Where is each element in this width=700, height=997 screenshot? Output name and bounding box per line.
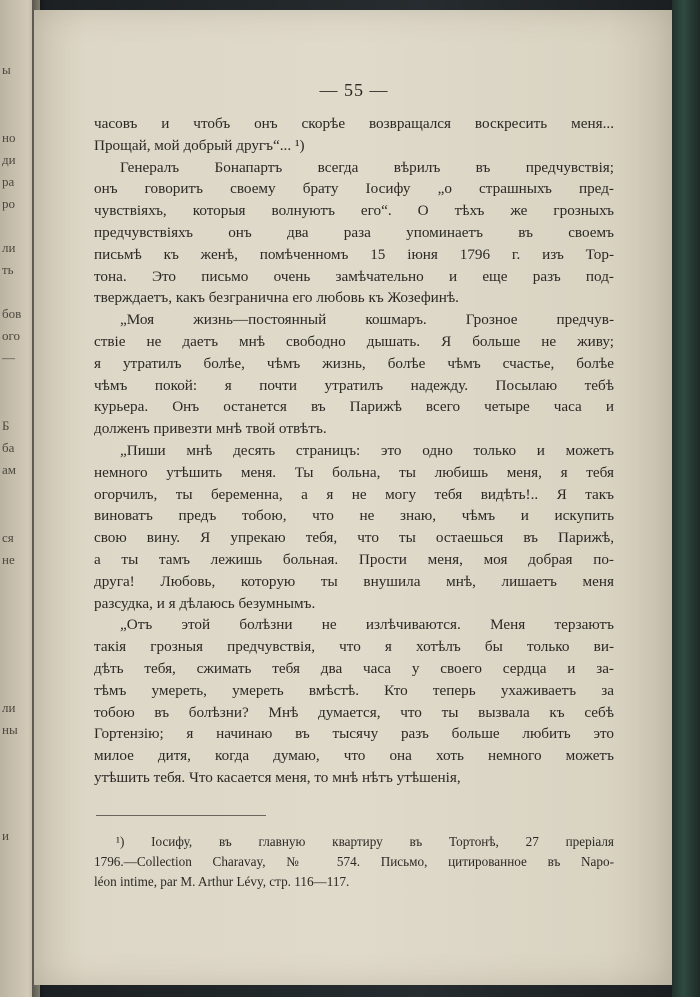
- prev-page-fragment: ого: [2, 328, 21, 343]
- text-line: чѣмъ покой: я почти утратилъ надежду. Посылаю тебѣ: [94, 376, 614, 394]
- page-text: [94, 80, 614, 892]
- text-line: письмѣ къ женѣ, помѣченномъ 15 іюня 1796 г. изъ Тор-: [94, 245, 614, 263]
- text-line: друга! Любовь, которую ты внушила мнѣ, лишаетъ меня: [94, 572, 614, 590]
- text-line: „Отъ этой болѣзни не излѣчиваются. Меня терзаютъ: [120, 616, 614, 634]
- text-line: немного утѣшить меня. Ты больна, ты любишь меня, я тебя: [94, 463, 614, 481]
- footnote-line: 1796.—Collection Charavay, № 574. Письмо, цитированное въ Napo-: [94, 853, 614, 869]
- book-page: [34, 10, 672, 985]
- text-line: курьера. Онъ останется въ Парижѣ всего четыре часа и: [94, 398, 614, 416]
- text-line: огорчилъ, ты беременна, а я не могу тебя видѣть!.. Я такъ: [94, 485, 614, 503]
- prev-page-fragment: ли: [2, 700, 16, 715]
- text-line: утѣшить тебя. Что касается меня, то мнѣ нѣтъ утѣшенія,: [94, 768, 461, 786]
- footnote-line: ¹) Іосифу, въ главную квартиру въ Тортонѣ, 27 преріаля: [116, 833, 614, 849]
- prev-page-fragment: ам: [2, 462, 16, 477]
- text-line: дѣть тебя, сжимать тебя два часа у своего сердца и за-: [94, 659, 614, 677]
- footnote-divider: [96, 815, 266, 816]
- prev-page-fragment: ба: [2, 440, 15, 455]
- text-line: тверждаетъ, какъ безгранична его любовь къ Жозефинѣ.: [94, 289, 459, 307]
- text-line: предчувствіяхъ онъ два раза упоминаетъ въ своемъ: [94, 223, 614, 241]
- prev-page-fragment: ся: [2, 530, 14, 545]
- text-line: я утратилъ болѣе, чѣмъ жизнь, болѣе чѣмъ счастье, болѣе: [94, 354, 614, 372]
- text-line: Генералъ Бонапартъ всегда вѣрилъ въ предчувствія;: [120, 158, 614, 176]
- footnote-line: léon intime, par M. Arthur Lévy, стр. 116—117.: [94, 873, 350, 889]
- prev-page-fragment: Б: [2, 418, 10, 433]
- body-text: [94, 113, 614, 789]
- prev-page-fragment: бов: [2, 306, 22, 321]
- text-line: такія грозныя предчувствія, что я хотѣлъ бы только ви-: [94, 638, 614, 656]
- text-line: „Пиши мнѣ десять страницъ: это одно только и можетъ: [120, 441, 614, 459]
- text-line: Гортензію; я начинаю въ тысячу разъ больше любить это: [94, 725, 614, 743]
- text-line: милое дитя, когда думаю, что она хоть немного можетъ: [94, 747, 614, 765]
- text-line: тобою въ болѣзни? Мнѣ думается, что ты вызвала къ себѣ: [94, 703, 614, 721]
- text-line: свою вину. Я упрекаю тебя, что ты остаешься въ Парижѣ,: [94, 529, 614, 547]
- text-line: долженъ привезти мнѣ твой отвѣтъ.: [94, 420, 327, 438]
- text-line: Прощай, мой добрый другъ“... ¹): [94, 136, 305, 154]
- page-number: — 55 —: [319, 80, 389, 100]
- text-line: „Моя жизнь—постоянный кошмаръ. Грозное предчув-: [120, 311, 614, 329]
- prev-page-fragment: —: [2, 350, 15, 365]
- text-line: онъ говоритъ своему брату Іосифу „о страшныхъ пред-: [94, 180, 614, 198]
- prev-page-fragment: ны: [2, 722, 18, 737]
- prev-page-fragment: ди: [2, 152, 16, 167]
- prev-page-fragment: ра: [2, 174, 15, 189]
- prev-page-fragment: и: [2, 828, 9, 843]
- prev-page-fragment: ть: [2, 262, 14, 277]
- prev-page-fragment: но: [2, 130, 16, 145]
- prev-page-fragment: ы: [2, 62, 11, 77]
- text-line: чувствіяхъ, которыя волнуютъ его“. О тѣхъ же грозныхъ: [94, 202, 614, 220]
- text-line: тона. Это письмо очень замѣчательно и еще разъ под-: [94, 267, 614, 285]
- text-line: часовъ и чтобъ онъ скорѣе возвращался воскресить меня...: [94, 115, 614, 132]
- text-line: ствіе не даетъ мнѣ свободно дышать. Я больше не живу;: [94, 332, 614, 350]
- prev-page-fragment: ли: [2, 240, 16, 255]
- text-line: виноватъ предъ тобою, что не знаю, чѣмъ и искупить: [94, 507, 614, 525]
- prev-page-fragment: ро: [2, 196, 15, 211]
- text-line: тѣмъ умереть, умереть вмѣстѣ. Кто теперь ухаживаетъ за: [94, 681, 614, 699]
- text-line: а ты тамъ лежишь больная. Прости меня, моя добрая по-: [94, 550, 614, 568]
- book-cover-edge: [672, 0, 700, 997]
- footnote: [94, 832, 614, 892]
- prev-page-fragment: не: [2, 552, 15, 567]
- text-line: разсудка, и я дѣлаюсь безумнымъ.: [94, 594, 316, 612]
